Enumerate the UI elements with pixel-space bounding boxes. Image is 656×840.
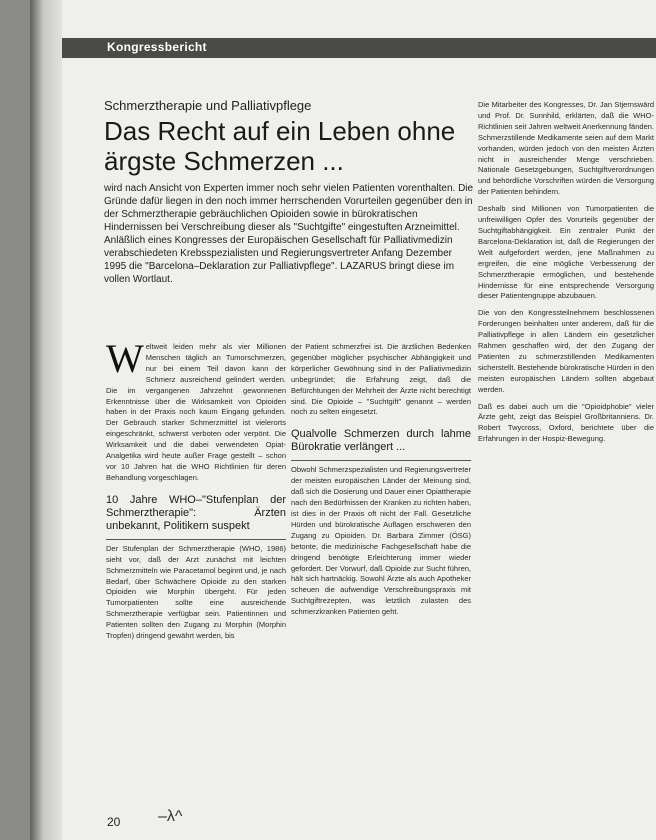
subheading-rule: [291, 460, 471, 461]
article-kicker: Schmerztherapie und Palliativpflege: [104, 98, 312, 113]
column-right-paragraph-4: Daß es dabei auch um die "Opioidphobie" vieler Ärzte geht, zeigt das Beispiel Großbritanniens. Dr. Robert Twycross, Oxford, berichtete über die Erfahrungen in der Hospiz-Bewegung.: [478, 401, 654, 444]
magazine-page: [62, 0, 656, 840]
subheading-rule: [106, 539, 286, 540]
page-number: 20: [107, 815, 121, 829]
column-right-paragraph-1: Die Mitarbeiter des Kongresses, Dr. Jan Stjernswärd und Prof. Dr. Sunnhild, erklärten, daß die WHO-Richtlinien seit Jahren weltweit Anerkennung fänden. Schmerzstillende Medikamente seien auf dem Markt vorhanden, würden jedoch von den meisten Ärzten nicht in ausreichender Menge verschrieben. Nationale Gesetzgebungen, Suchtgiftverordnungen und behördliche Vorschriften würden die Versorgung der Patienten behindern.: [478, 100, 654, 197]
column-right-paragraph-2: Deshalb sind Millionen von Tumorpatienten die unfreiwilligen Opfer des Vorurteils gegenüber der Suchtgiftabhängigkeit. Ein zentraler Punkt der Barcelona-Deklaration ist, daß die Regierungen der Welt aufgefordert werden, jene Maßnahmen zu ergreifen, die eine mögliche Verbesserung der Schmerztherapie ermöglichen, und bestehende Hindernisse für eine entsprechende Versorgung dieser Patientengruppe abzubauen.: [478, 204, 654, 301]
column-left-paragraph-1: eltweit leiden mehr als vier Millionen Menschen täglich an Tumorschmerzen, nur bei einem Teil davon kann der Schmerz ausreichend gelindert werden. Die im vergangenen Jahrzehnt gewonnenen Erkenntnisse über die Wirksamkeit von Opioiden haben in der Praxis noch kaum Eingang gefunden. Der Gebrauch starker Schmerzmittel ist vielerorts eingeschränkt, schwerst verboten oder verpönt. Die Wirksamkeit und die dabei verwendeten Opiat-Analgetika wird heute außer Frage gestellt – schon vor 10 Jahren hat die WHO Richtlinien für deren Behandlung vorgeschlagen.: [106, 342, 286, 482]
section-label: Kongressbericht: [107, 40, 207, 54]
column-left-paragraph-2: Der Stufenplan der Schmerztherapie (WHO, 1986) sieht vor, daß der Arzt zunächst mit leichten Schmerzmitteln wie Paracetamol beginnt und, je nach Bedarf, über Schwächere Opioide zu den starken Opioiden wie Morphin übergeht. Für jeden Tumorpatienten sollte eine ausreichende Schmerztherapie verfügbar sein. Patientinnen und Patienten sollten den Zugang zu Morphin (Morphin Tropfen) dringend gewährt werden, bis: [106, 543, 286, 641]
column-middle: [291, 342, 471, 618]
handwritten-mark: –λ^: [158, 808, 183, 825]
column-left: [106, 336, 286, 642]
drop-cap: W: [106, 336, 144, 381]
column-left-subheading: 10 Jahre WHO–"Stufenplan der Schmerztherapie": Ärzten unbekannt, Politikern suspekt: [106, 493, 286, 532]
page-edge-shadow: [30, 0, 64, 840]
column-middle-subheading: Qualvolle Schmerzen durch lahme Bürokratie verlängert ...: [291, 428, 471, 454]
article-lead: wird nach Ansicht von Experten immer noch sehr vielen Patienten vorenthalten. Die Gründe dafür liegen in den noch immer herrschenden Vorurteilen gegenüber den in der Schmerztherapie gebräuchlichen Opioiden sowie in bürokratischen Hindernissen bei Verschreibung dieser als "Suchtgifte" eingestuften Arzneimittel. Anläßlich eines Kongresses der Europäischen Gesellschaft für Palliativmedizin verabschiedeten Krebsspezialisten und Regierungsvertreter Anfang Dezember 1995 die "Barcelona–Deklaration zur Palliativpflege". LAZARUS bringt diese im vollen Wortlaut.: [104, 183, 474, 285]
article-title: Das Recht auf ein Leben ohne ärgste Schmerzen ...: [104, 116, 456, 176]
column-right: [478, 100, 654, 445]
column-right-paragraph-3: Die von den Kongressteilnehmern beschlossenen Forderungen beinhalten unter anderem, daß für die Palliativpflege in allen Ländern ein gesetzlicher Rahmen geschaffen wird, der den Zugang der Patienten zu schmerzstillenden Medikamenten sicherstellt. Bestehende bürokratische Hürden in den meisten europäischen Ländern sollten abgebaut werden.: [478, 308, 654, 394]
column-middle-paragraph-2: Obwohl Schmerzspezialisten und Regierungsvertreter der meisten europäischen Länder der Meinung sind, daß sich die Dosierung und Dauer einer Opiattherapie nach den Bedürfnissen der Kranken zu richten haben, ist dies in der Praxis oft nicht der Fall. Gesetzliche Hürden und bürokratische Auflagen erschweren den Zugang zu Opioiden. Dr. Barbara Zimmer (ÖSG) betonte, die medizinische Fachgesellschaft habe die dringend benötigte Erleichterung immer wieder gefordert. Der Vorwurf, daß Opioide zur Sucht führen, hält sich hartnäckig. Sowohl Ärzte als auch Apotheker scheuen die aufwendige Verschreibungspraxis mit Suchtgiftrezepten, was letztlich zulasten des schmerzkranken Patienten geht.: [291, 465, 471, 617]
column-middle-paragraph-1: der Patient schmerzfrei ist. Die ärztlichen Bedenken gegenüber möglicher psychischer Abhängigkeit und körperlicher Gewöhnung sind in der Palliativmedizin unbegründet; die Erfahrung zeigt, daß die Befürchtungen der Mehrheit der Ärzte nicht berechtigt sind. Die Opioide – "Suchtgift" genannt – werden noch zu selten eingesetzt.: [291, 342, 471, 417]
